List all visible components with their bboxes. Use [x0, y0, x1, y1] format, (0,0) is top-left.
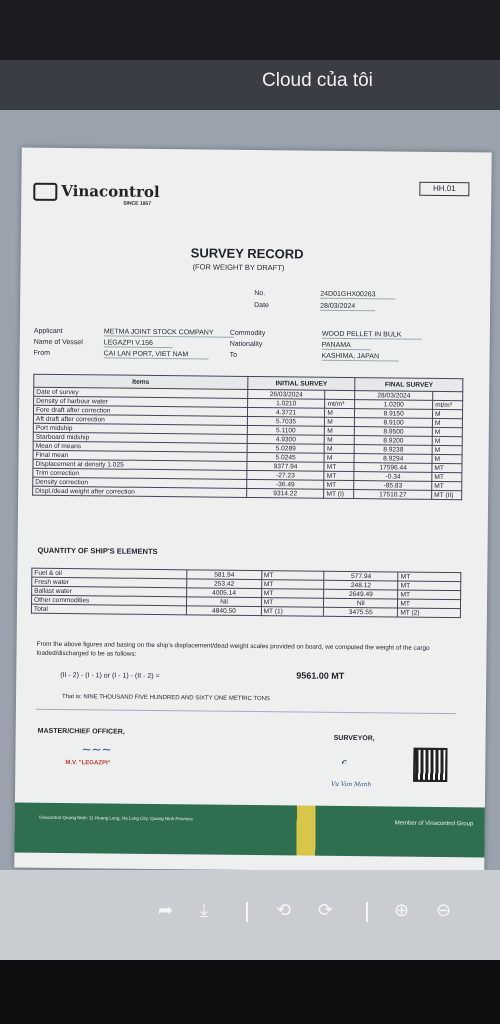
- surveyor-label: SURVEYOR,: [333, 734, 375, 743]
- table-cell: Trim correction: [33, 468, 247, 479]
- table-cell: 2649.49: [324, 589, 398, 599]
- table-cell: 5.1100: [247, 425, 325, 435]
- vessel-value: LEGAZPI V.156: [104, 339, 173, 348]
- cargo-weight-result: 9561.00 MT: [296, 670, 345, 681]
- table-cell: 1.0210: [247, 398, 325, 408]
- device-bottom-bezel: [0, 960, 500, 1024]
- formula: (II - 2) - (I - 1) or (I - 1) - (II - 2) =: [60, 671, 160, 681]
- table-cell: 26/03/2024: [247, 389, 325, 399]
- amount-in-words: That is: NINE THOUSAND FIVE HUNDRED AND SIXTY ONE METRIC TONS: [61, 694, 270, 703]
- table-cell: Fore draft after correction: [33, 405, 247, 416]
- table-cell: M: [432, 436, 462, 445]
- table-cell: Ballast water: [32, 586, 187, 597]
- date-value: 28/03/2024: [320, 303, 375, 312]
- table-cell: MT: [324, 462, 354, 471]
- table-cell: 8.9200: [355, 436, 433, 446]
- table-cell: 1.0200: [355, 400, 433, 410]
- col-final: FINAL SURVEY: [355, 378, 463, 392]
- table-cell: MT (2): [398, 608, 461, 618]
- table-cell: mt/m³: [433, 400, 463, 409]
- table-cell: MT: [324, 471, 354, 480]
- table-cell: M: [325, 426, 355, 435]
- table-cell: -27.23: [247, 470, 325, 480]
- zoom-out-icon[interactable]: ⊖: [436, 900, 452, 920]
- table-cell: MT: [432, 463, 462, 472]
- download-icon[interactable]: ⤓: [200, 900, 208, 920]
- vessel-stamp: M.V. "LEGAZPI": [65, 760, 111, 767]
- toolbar-separator: [366, 902, 368, 922]
- table-cell: 581.94: [187, 570, 261, 580]
- table-cell: -85.83: [354, 481, 432, 491]
- table-cell: [325, 390, 355, 399]
- survey-table: [32, 374, 463, 500]
- table-cell: MT: [261, 589, 324, 599]
- viewer-toolbar: [0, 870, 500, 960]
- table-cell: MT: [398, 572, 461, 582]
- table-cell: 8.9238: [354, 445, 432, 455]
- table-cell: Final mean: [33, 450, 247, 461]
- image-viewer[interactable]: [0, 110, 500, 870]
- form-code: HH.01: [419, 182, 469, 197]
- table-cell: MT: [398, 590, 461, 600]
- table-cell: 5.0289: [247, 443, 325, 453]
- zoom-in-icon[interactable]: ⊕: [394, 900, 410, 920]
- table-cell: M: [432, 418, 462, 427]
- table-cell: MT (I): [324, 489, 354, 498]
- viewer-header: [0, 60, 500, 110]
- table-cell: 9314.22: [246, 488, 324, 498]
- table-cell: 4.3721: [247, 407, 325, 417]
- document-title: SURVEY RECORD: [190, 245, 304, 262]
- col-items: Items: [34, 374, 248, 389]
- table-cell: MT: [432, 472, 462, 481]
- table-cell: Mean of means: [33, 441, 247, 452]
- table-cell: 17510.27: [354, 490, 432, 500]
- document-subtitle: (FOR WEIGHT BY DRAFT): [192, 262, 285, 273]
- table-cell: Nil: [324, 598, 398, 608]
- table-cell: Fuel & oil: [32, 568, 187, 579]
- commodity-label: Commodity: [229, 329, 266, 338]
- table-cell: 8.9150: [355, 409, 433, 419]
- no-value: 24D01GHX00263: [320, 291, 395, 300]
- no-label: No.: [254, 290, 266, 298]
- from-label: From: [33, 349, 51, 357]
- rotate-left-icon[interactable]: ⟲: [276, 900, 292, 920]
- applicant-label: Applicant: [33, 327, 63, 335]
- table-cell: M: [432, 409, 462, 418]
- table-cell: 9377.94: [247, 461, 325, 471]
- table-cell: Density correction: [33, 477, 247, 488]
- table-cell: M: [325, 408, 355, 417]
- table-cell: Displacement at density 1.025: [33, 459, 247, 470]
- surveyor-signature: 𝒸: [341, 752, 347, 767]
- table-cell: Date of survey: [34, 387, 248, 398]
- col-initial: INITIAL SURVEY: [248, 376, 356, 390]
- toolbar-separator: [246, 902, 248, 922]
- table-cell: MT: [398, 581, 461, 591]
- document-footer: [14, 803, 484, 858]
- table-cell: Port midship: [33, 423, 247, 434]
- table-cell: 5.0245: [247, 452, 325, 462]
- date-label: Date: [254, 302, 269, 310]
- master-label: MASTER/CHIEF OFFICER,: [37, 727, 125, 736]
- nationality-label: Nationality: [229, 340, 263, 349]
- table-cell: M: [324, 444, 354, 453]
- calculation-note: From the above figures and basing on the ship's displacement/dead weight scales provided on board, we computed the weight of the cargo loaded/discharged to be as follows:: [36, 640, 430, 658]
- from-value: CAI LAN PORT, VIET NAM: [104, 350, 209, 359]
- to-value: KASHIMA, JAPAN: [322, 353, 400, 362]
- table-cell: 4840.50: [187, 606, 261, 616]
- table-cell: MT: [261, 598, 324, 608]
- table-cell: 4.9300: [247, 434, 325, 444]
- footer-member: Member of Vinacontrol Group: [394, 820, 474, 828]
- table-cell: M: [325, 417, 355, 426]
- table-cell: MT: [261, 571, 324, 581]
- qr-code: [413, 748, 447, 782]
- table-cell: Fresh water: [32, 577, 187, 588]
- table-cell: -0.34: [354, 472, 432, 482]
- vinacontrol-logo: [33, 181, 160, 207]
- table-cell: MT (II): [432, 490, 462, 499]
- table-cell: M: [432, 445, 462, 454]
- table-cell: 3475.55: [324, 607, 398, 617]
- table-cell: 253.42: [187, 579, 261, 589]
- table-cell: Density of harbour water: [34, 396, 248, 407]
- table-cell: mt/m³: [325, 399, 355, 408]
- applicant-value: METMA JOINT STOCK COMPANY: [104, 328, 234, 337]
- table-cell: MT (1): [261, 607, 324, 617]
- table-cell: MT: [261, 580, 324, 590]
- table-cell: 577.94: [324, 571, 398, 581]
- table-cell: Nil: [187, 597, 261, 607]
- share-icon[interactable]: ➦: [158, 900, 174, 920]
- table-cell: Displ./dead weight after correction: [33, 486, 247, 497]
- table-cell: M: [325, 435, 355, 444]
- table-cell: 8.9100: [355, 418, 433, 428]
- survey-document: [14, 148, 492, 873]
- table-cell: M: [432, 454, 462, 463]
- elements-table: [31, 568, 461, 619]
- table-cell: 17596.44: [354, 463, 432, 473]
- table-cell: MT: [324, 480, 354, 489]
- scale-icon: [33, 183, 57, 201]
- footer-address: Vinacontrol Quang Ninh: 11 Hoang Long, Ha Long City, Quang Ninh Province: [38, 814, 193, 822]
- table-cell: 248.12: [324, 580, 398, 590]
- master-signature: ~~~: [81, 742, 112, 757]
- table-cell: Starboard midship: [33, 432, 247, 443]
- surveyor-name: Vu Van Manh: [331, 780, 372, 789]
- table-cell: M: [324, 453, 354, 462]
- table-cell: 8.9500: [355, 427, 433, 437]
- table-cell: -36.49: [246, 479, 324, 489]
- table-cell: MT: [432, 481, 462, 490]
- table-cell: 4005.14: [187, 588, 261, 598]
- table-cell: 5.7035: [247, 416, 325, 426]
- rotate-right-icon[interactable]: ⟳: [318, 900, 334, 920]
- nationality-value: PANAMA: [322, 342, 371, 351]
- to-label: To: [229, 351, 238, 359]
- divider: [36, 709, 456, 714]
- table-cell: 8.9294: [354, 454, 432, 464]
- section-title: QUANTITY OF SHIP'S ELEMENTS: [37, 545, 158, 557]
- table-cell: Total: [31, 604, 186, 615]
- table-cell: Other commodities: [32, 595, 187, 606]
- device-top-bezel: [0, 0, 500, 60]
- commodity-value: WOOD PELLET IN BULK: [322, 331, 422, 340]
- brand-since: SINCE 1957: [123, 200, 152, 207]
- viewer-title: Cloud của tôi: [262, 70, 373, 91]
- table-cell: M: [432, 427, 462, 436]
- table-cell: 28/03/2024: [355, 391, 433, 401]
- table-cell: [433, 391, 463, 400]
- table-cell: Aft draft after correction: [33, 414, 247, 425]
- brand-text: Vinacontrol: [61, 181, 160, 202]
- table-cell: MT: [398, 599, 461, 609]
- vessel-label: Name of Vessel: [33, 338, 83, 347]
